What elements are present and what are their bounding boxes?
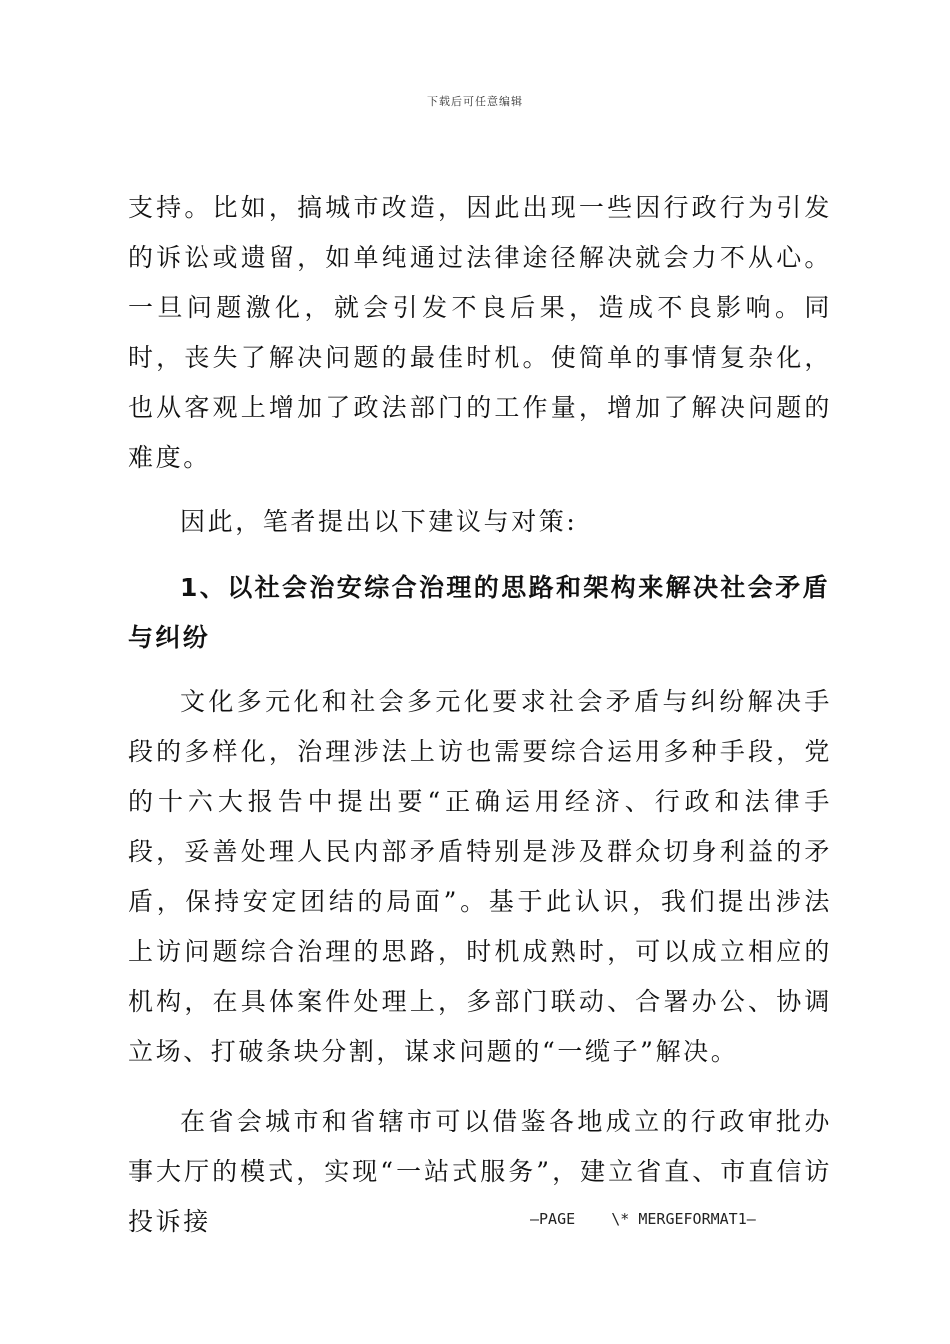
page-header: 下载后可任意编辑 xyxy=(427,95,523,108)
paragraph-continuation: 支持。比如，搞城市改造，因此出现一些因行政行为引发的诉讼或遗留，如单纯通过法律途径解决就会力不从心。一旦问题激化，就会引发不良后果，造成不良影响。同时，丧失了解决问题的最佳时机。使简单的事情复杂化，也从客观上增加了政法部门的工作量，增加了解决问题的难度。 xyxy=(128,193,832,472)
page-footer: —PAGE \* MERGEFORMAT1— xyxy=(530,1210,756,1228)
paragraph-one-stop-service: 在省会城市和省辖市可以借鉴各地成立的行政审批办事大厅的模式，实现“一站式服务”，建立省直、市直信访投诉接 xyxy=(128,1107,832,1236)
section-heading-1: 1、以社会治安综合治理的思路和架构来解决社会矛盾与纠纷 xyxy=(128,573,830,652)
paragraph-diversification: 文化多元化和社会多元化要求社会矛盾与纠纷解决手段的多样化，治理涉法上访也需要综合运用多种手段，党的十六大报告中提出要“正确运用经济、行政和法律手段，妥善处理人民内部矛盾特别是涉及群众切身利益的矛盾，保持安定团结的局面”。基于此认识，我们提出涉法上访问题综合治理的思路，时机成熟时，可以成立相应的机构，在具体案件处理上，多部门联动、合署办公、协调立场、打破条块分割，谋求问题的“一缆子”解决。 xyxy=(128,687,832,1066)
paragraph-proposal-intro: 因此，笔者提出以下建议与对策: xyxy=(180,507,578,536)
document-body xyxy=(128,183,832,1247)
